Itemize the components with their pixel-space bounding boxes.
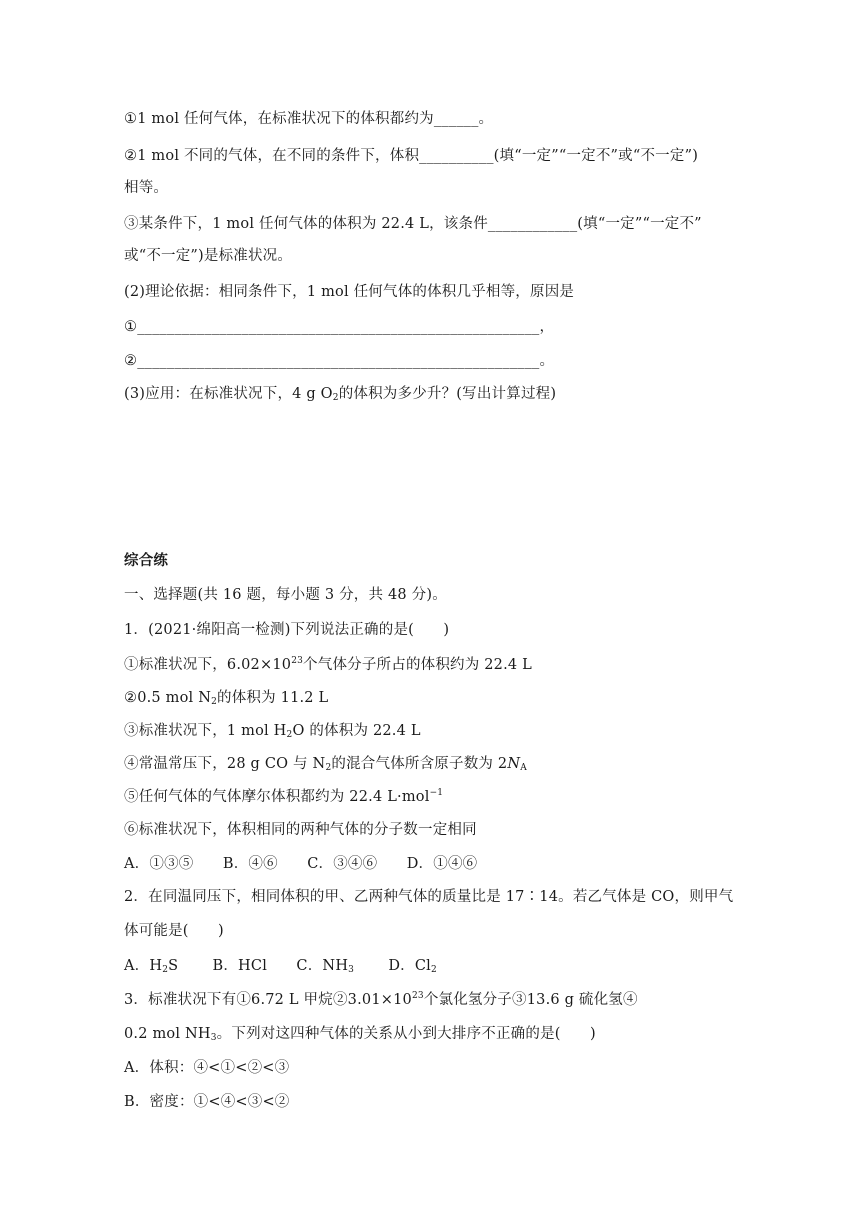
question-1-statement-5: ⑤任何气体的气体摩尔体积都约为 22.4 L·mol$^{-1}$ (124, 788, 444, 805)
part1-q1: ①1 mol 任何气体，在标准状况下的体积都约为______。 (124, 111, 494, 127)
question-3-stem-line2: 0.2 mol $NH_3$。下列对这四种气体的关系从小到大排序不正确的是( ) (124, 1026, 596, 1043)
question-1-statement-1: ①标准状况下，$6.02\times 10^{23}$个气体分子所占的体积约为 22.4 L (124, 656, 532, 673)
question-3-stem-line1: 3．标准状况下有①6.72 L 甲烷$②3.01\times 10^{23}$个氯化氢分子③13.6 g 硫化氢④ (124, 991, 638, 1008)
part1-q3-line1: ③某条件下，1 mol 任何气体的体积为 22.4 L，该条件____________(填“一定”“一定不” (124, 216, 702, 232)
question-1-statement-2: ②0.5 mol $N_2$的体积为 11.2 L (124, 690, 329, 707)
question-2-stem-line2: 体可能是( ) (124, 923, 224, 939)
theory-basis: (2)理论依据：相同条件下，1 mol 任何气体的体积几乎相等，原因是 (124, 284, 575, 300)
question-2-options: A．$H_2S$ B．HCl C．$NH_3$ D．$Cl_2$ (124, 958, 437, 975)
section-intro: 一、选择题(共 16 题，每小题 3 分，共 48 分)。 (124, 587, 447, 603)
answer-blank-2: ②______________________________________________________。 (124, 353, 555, 369)
part1-q2-line2: 相等。 (124, 180, 169, 196)
part1-q3-line2: 或“不一定”)是标准状况。 (124, 248, 293, 264)
question-1-options: A．①③⑤ B．④⑥ C．③④⑥ D．①④⑥ (124, 856, 478, 872)
question-3-option-b: B．密度：①<④<③<② (124, 1094, 290, 1110)
question-1-statement-6: ⑥标准状况下，体积相同的两种气体的分子数一定相同 (124, 822, 477, 838)
question-1-statement-4: ④常温常压下，28 g CO 与 $N_2$的混合气体所含原子数为 $2N_A$ (124, 756, 527, 773)
question-1-statement-3: ③标准状况下，1 mol $H_2O$ 的体积为 22.4 L (124, 723, 421, 740)
question-1-stem: 1．(2021·绵阳高一检测)下列说法正确的是( ) (124, 622, 450, 638)
answer-blank-1: ①______________________________________________________， (124, 319, 555, 335)
application-question: (3)应用：在标准状况下，4 g $O_2$的体积为多少升？(写出计算过程) (124, 386, 557, 403)
question-3-option-a: A．体积：④<①<②<③ (124, 1060, 290, 1076)
section-title: 综合练 (124, 553, 169, 569)
question-2-stem-line1: 2．在同温同压下，相同体积的甲、乙两种气体的质量比是 17∶14。若乙气体是 CO，则甲气 (124, 889, 734, 905)
part1-q2-line1: ②1 mol 不同的气体，在不同的条件下，体积__________(填“一定”“一定不”或“不一定”) (124, 148, 699, 164)
